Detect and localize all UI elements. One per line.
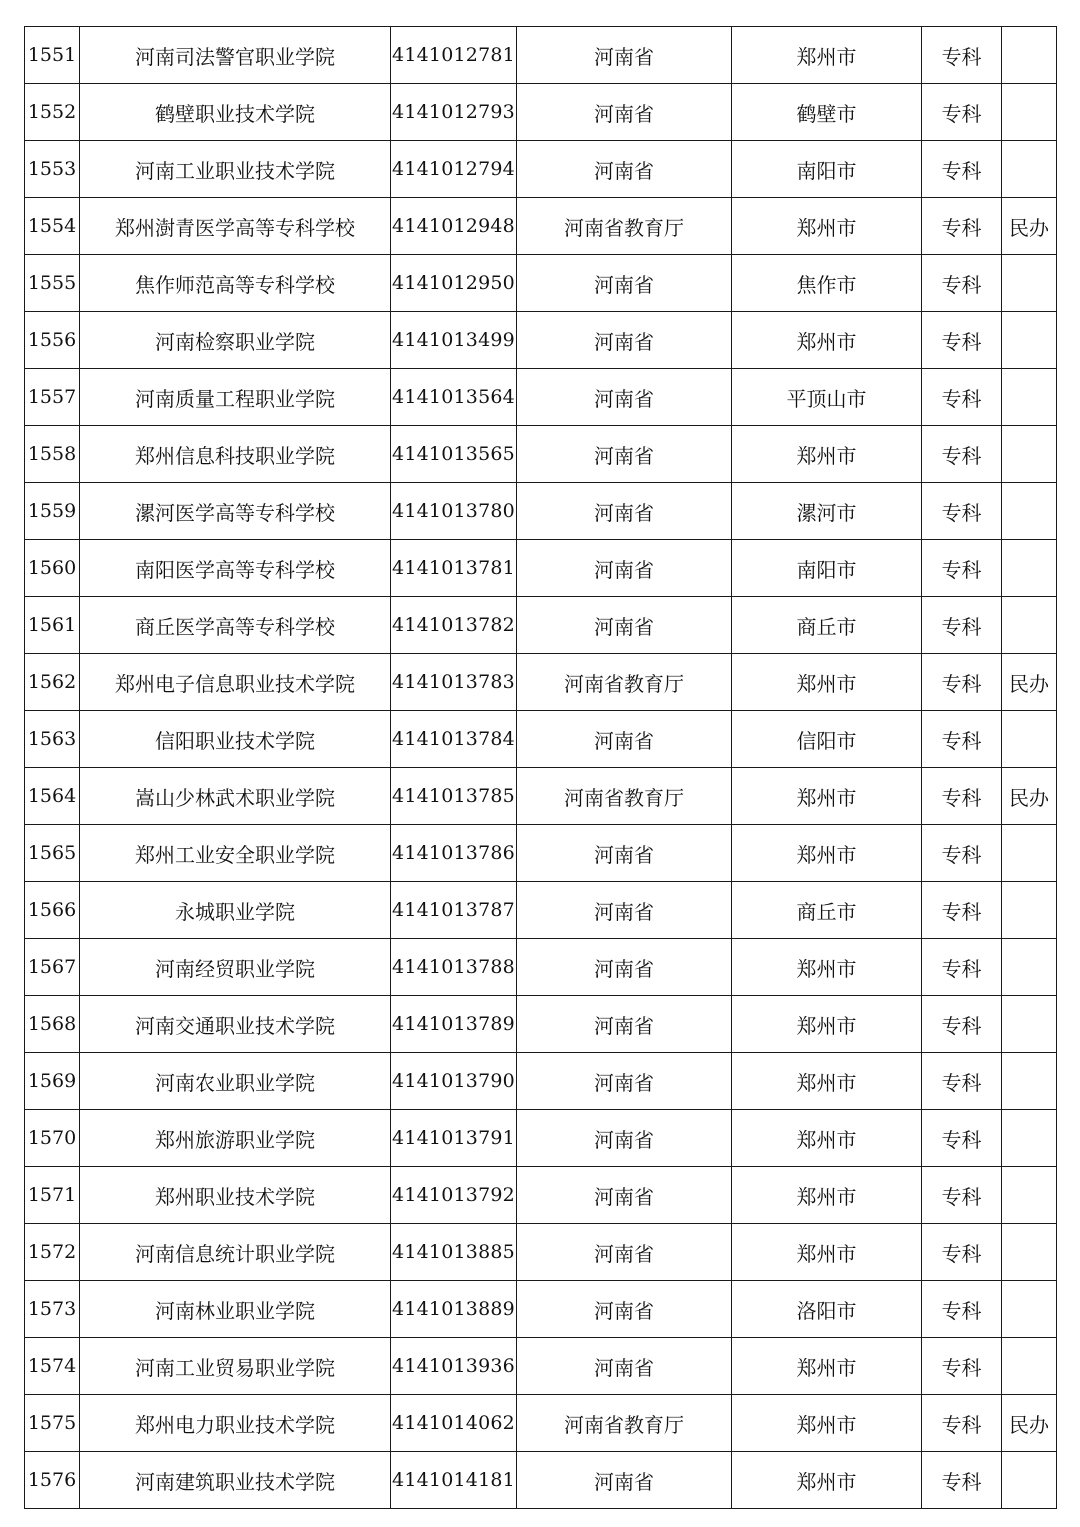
school-code-cell: 4141012948	[391, 198, 517, 255]
remark-cell	[1002, 882, 1057, 939]
row-number-cell: 1561	[25, 597, 80, 654]
school-code-cell: 4141013792	[391, 1167, 517, 1224]
row-number-cell: 1572	[25, 1224, 80, 1281]
city-cell: 郑州市	[732, 1167, 922, 1224]
authority-cell: 河南省	[517, 1452, 732, 1509]
school-code-cell: 4141012950	[391, 255, 517, 312]
city-cell: 郑州市	[732, 1110, 922, 1167]
table-row	[25, 1452, 1057, 1509]
remark-cell: 民办	[1002, 198, 1057, 255]
remark-cell	[1002, 540, 1057, 597]
row-number-cell: 1557	[25, 369, 80, 426]
row-number-cell: 1570	[25, 1110, 80, 1167]
authority-cell: 河南省	[517, 1110, 732, 1167]
city-cell: 漯河市	[732, 483, 922, 540]
authority-cell: 河南省	[517, 825, 732, 882]
city-cell: 鹤壁市	[732, 84, 922, 141]
school-name-cell: 河南司法警官职业学院	[80, 27, 391, 84]
authority-cell: 河南省	[517, 426, 732, 483]
table-row	[25, 996, 1057, 1053]
table-row	[25, 27, 1057, 84]
table-row	[25, 1167, 1057, 1224]
school-code-cell: 4141013564	[391, 369, 517, 426]
remark-cell	[1002, 1167, 1057, 1224]
remark-cell: 民办	[1002, 654, 1057, 711]
remark-cell: 民办	[1002, 768, 1057, 825]
authority-cell: 河南省教育厅	[517, 768, 732, 825]
school-code-cell: 4141013885	[391, 1224, 517, 1281]
level-cell: 专科	[922, 141, 1002, 198]
table-row	[25, 1395, 1057, 1452]
table-row	[25, 198, 1057, 255]
row-number-cell: 1568	[25, 996, 80, 1053]
school-list-table	[24, 26, 1057, 1509]
school-code-cell: 4141013936	[391, 1338, 517, 1395]
level-cell: 专科	[922, 1281, 1002, 1338]
level-cell: 专科	[922, 1452, 1002, 1509]
authority-cell: 河南省	[517, 312, 732, 369]
level-cell: 专科	[922, 939, 1002, 996]
level-cell: 专科	[922, 711, 1002, 768]
table-row	[25, 1338, 1057, 1395]
school-code-cell: 4141013783	[391, 654, 517, 711]
city-cell: 商丘市	[732, 597, 922, 654]
school-code-cell: 4141012794	[391, 141, 517, 198]
remark-cell	[1002, 27, 1057, 84]
school-name-cell: 郑州电子信息职业技术学院	[80, 654, 391, 711]
remark-cell	[1002, 369, 1057, 426]
row-number-cell: 1553	[25, 141, 80, 198]
remark-cell	[1002, 1053, 1057, 1110]
school-name-cell: 郑州信息科技职业学院	[80, 426, 391, 483]
table-row	[25, 1224, 1057, 1281]
row-number-cell: 1565	[25, 825, 80, 882]
table-row	[25, 939, 1057, 996]
authority-cell: 河南省	[517, 1338, 732, 1395]
level-cell: 专科	[922, 1395, 1002, 1452]
school-name-cell: 南阳医学高等专科学校	[80, 540, 391, 597]
authority-cell: 河南省	[517, 255, 732, 312]
school-code-cell: 4141013790	[391, 1053, 517, 1110]
school-name-cell: 河南工业职业技术学院	[80, 141, 391, 198]
school-name-cell: 郑州澍青医学高等专科学校	[80, 198, 391, 255]
authority-cell: 河南省	[517, 1167, 732, 1224]
school-code-cell: 4141013781	[391, 540, 517, 597]
school-name-cell: 河南交通职业技术学院	[80, 996, 391, 1053]
row-number-cell: 1556	[25, 312, 80, 369]
authority-cell: 河南省	[517, 939, 732, 996]
authority-cell: 河南省	[517, 369, 732, 426]
school-name-cell: 郑州旅游职业学院	[80, 1110, 391, 1167]
row-number-cell: 1576	[25, 1452, 80, 1509]
authority-cell: 河南省	[517, 996, 732, 1053]
remark-cell	[1002, 141, 1057, 198]
level-cell: 专科	[922, 255, 1002, 312]
level-cell: 专科	[922, 768, 1002, 825]
level-cell: 专科	[922, 654, 1002, 711]
table-row	[25, 825, 1057, 882]
remark-cell	[1002, 1224, 1057, 1281]
school-name-cell: 河南经贸职业学院	[80, 939, 391, 996]
remark-cell	[1002, 597, 1057, 654]
authority-cell: 河南省	[517, 141, 732, 198]
remark-cell	[1002, 426, 1057, 483]
authority-cell: 河南省	[517, 1281, 732, 1338]
city-cell: 郑州市	[732, 426, 922, 483]
table-row	[25, 1281, 1057, 1338]
city-cell: 郑州市	[732, 768, 922, 825]
school-code-cell: 4141013786	[391, 825, 517, 882]
remark-cell	[1002, 312, 1057, 369]
city-cell: 郑州市	[732, 1395, 922, 1452]
row-number-cell: 1575	[25, 1395, 80, 1452]
school-code-cell: 4141013780	[391, 483, 517, 540]
authority-cell: 河南省教育厅	[517, 654, 732, 711]
level-cell: 专科	[922, 1224, 1002, 1281]
level-cell: 专科	[922, 540, 1002, 597]
table-row	[25, 84, 1057, 141]
school-name-cell: 嵩山少林武术职业学院	[80, 768, 391, 825]
school-code-cell: 4141013499	[391, 312, 517, 369]
level-cell: 专科	[922, 597, 1002, 654]
authority-cell: 河南省	[517, 711, 732, 768]
table-row	[25, 255, 1057, 312]
school-code-cell: 4141012781	[391, 27, 517, 84]
table-row	[25, 312, 1057, 369]
school-code-cell: 4141013785	[391, 768, 517, 825]
table-row	[25, 369, 1057, 426]
authority-cell: 河南省教育厅	[517, 198, 732, 255]
authority-cell: 河南省	[517, 1053, 732, 1110]
city-cell: 商丘市	[732, 882, 922, 939]
table-row	[25, 483, 1057, 540]
school-name-cell: 河南农业职业学院	[80, 1053, 391, 1110]
level-cell: 专科	[922, 825, 1002, 882]
school-code-cell: 4141014062	[391, 1395, 517, 1452]
city-cell: 郑州市	[732, 27, 922, 84]
school-name-cell: 永城职业学院	[80, 882, 391, 939]
row-number-cell: 1560	[25, 540, 80, 597]
school-name-cell: 焦作师范高等专科学校	[80, 255, 391, 312]
authority-cell: 河南省	[517, 27, 732, 84]
table-row	[25, 711, 1057, 768]
school-code-cell: 4141013782	[391, 597, 517, 654]
school-code-cell: 4141012793	[391, 84, 517, 141]
school-name-cell: 河南工业贸易职业学院	[80, 1338, 391, 1395]
authority-cell: 河南省	[517, 540, 732, 597]
city-cell: 南阳市	[732, 540, 922, 597]
school-name-cell: 河南建筑职业技术学院	[80, 1452, 391, 1509]
city-cell: 郑州市	[732, 198, 922, 255]
school-name-cell: 郑州工业安全职业学院	[80, 825, 391, 882]
level-cell: 专科	[922, 198, 1002, 255]
level-cell: 专科	[922, 312, 1002, 369]
school-name-cell: 信阳职业技术学院	[80, 711, 391, 768]
row-number-cell: 1551	[25, 27, 80, 84]
remark-cell	[1002, 825, 1057, 882]
table-row	[25, 1110, 1057, 1167]
remark-cell: 民办	[1002, 1395, 1057, 1452]
authority-cell: 河南省	[517, 882, 732, 939]
school-name-cell: 河南检察职业学院	[80, 312, 391, 369]
level-cell: 专科	[922, 1110, 1002, 1167]
school-code-cell: 4141013565	[391, 426, 517, 483]
authority-cell: 河南省	[517, 84, 732, 141]
city-cell: 郑州市	[732, 1224, 922, 1281]
school-code-cell: 4141013889	[391, 1281, 517, 1338]
row-number-cell: 1569	[25, 1053, 80, 1110]
table-row	[25, 654, 1057, 711]
city-cell: 信阳市	[732, 711, 922, 768]
table-row	[25, 882, 1057, 939]
city-cell: 郑州市	[732, 654, 922, 711]
row-number-cell: 1563	[25, 711, 80, 768]
table-body	[25, 27, 1057, 1509]
school-name-cell: 郑州职业技术学院	[80, 1167, 391, 1224]
table-row	[25, 540, 1057, 597]
remark-cell	[1002, 255, 1057, 312]
school-code-cell: 4141013789	[391, 996, 517, 1053]
row-number-cell: 1566	[25, 882, 80, 939]
school-name-cell: 商丘医学高等专科学校	[80, 597, 391, 654]
table-row	[25, 141, 1057, 198]
row-number-cell: 1571	[25, 1167, 80, 1224]
city-cell: 郑州市	[732, 939, 922, 996]
remark-cell	[1002, 939, 1057, 996]
level-cell: 专科	[922, 1338, 1002, 1395]
table-row	[25, 1053, 1057, 1110]
row-number-cell: 1554	[25, 198, 80, 255]
level-cell: 专科	[922, 426, 1002, 483]
school-name-cell: 河南信息统计职业学院	[80, 1224, 391, 1281]
level-cell: 专科	[922, 369, 1002, 426]
city-cell: 郑州市	[732, 312, 922, 369]
school-code-cell: 4141013791	[391, 1110, 517, 1167]
level-cell: 专科	[922, 882, 1002, 939]
row-number-cell: 1559	[25, 483, 80, 540]
level-cell: 专科	[922, 996, 1002, 1053]
remark-cell	[1002, 1110, 1057, 1167]
remark-cell	[1002, 1281, 1057, 1338]
city-cell: 平顶山市	[732, 369, 922, 426]
authority-cell: 河南省	[517, 483, 732, 540]
remark-cell	[1002, 483, 1057, 540]
school-code-cell: 4141013787	[391, 882, 517, 939]
authority-cell: 河南省	[517, 597, 732, 654]
school-code-cell: 4141013784	[391, 711, 517, 768]
row-number-cell: 1564	[25, 768, 80, 825]
city-cell: 郑州市	[732, 996, 922, 1053]
level-cell: 专科	[922, 1167, 1002, 1224]
authority-cell: 河南省教育厅	[517, 1395, 732, 1452]
city-cell: 南阳市	[732, 141, 922, 198]
remark-cell	[1002, 1452, 1057, 1509]
authority-cell: 河南省	[517, 1224, 732, 1281]
table-row	[25, 768, 1057, 825]
school-code-cell: 4141014181	[391, 1452, 517, 1509]
row-number-cell: 1573	[25, 1281, 80, 1338]
row-number-cell: 1562	[25, 654, 80, 711]
row-number-cell: 1574	[25, 1338, 80, 1395]
school-list-table-container	[24, 26, 1057, 1509]
row-number-cell: 1552	[25, 84, 80, 141]
city-cell: 焦作市	[732, 255, 922, 312]
remark-cell	[1002, 711, 1057, 768]
city-cell: 郑州市	[732, 825, 922, 882]
remark-cell	[1002, 1338, 1057, 1395]
row-number-cell: 1558	[25, 426, 80, 483]
school-name-cell: 鹤壁职业技术学院	[80, 84, 391, 141]
table-row	[25, 597, 1057, 654]
school-name-cell: 郑州电力职业技术学院	[80, 1395, 391, 1452]
city-cell: 郑州市	[732, 1452, 922, 1509]
school-code-cell: 4141013788	[391, 939, 517, 996]
school-name-cell: 河南质量工程职业学院	[80, 369, 391, 426]
row-number-cell: 1567	[25, 939, 80, 996]
level-cell: 专科	[922, 27, 1002, 84]
level-cell: 专科	[922, 84, 1002, 141]
city-cell: 郑州市	[732, 1053, 922, 1110]
level-cell: 专科	[922, 1053, 1002, 1110]
school-name-cell: 河南林业职业学院	[80, 1281, 391, 1338]
row-number-cell: 1555	[25, 255, 80, 312]
level-cell: 专科	[922, 483, 1002, 540]
city-cell: 洛阳市	[732, 1281, 922, 1338]
remark-cell	[1002, 996, 1057, 1053]
remark-cell	[1002, 84, 1057, 141]
table-row	[25, 426, 1057, 483]
school-name-cell: 漯河医学高等专科学校	[80, 483, 391, 540]
city-cell: 郑州市	[732, 1338, 922, 1395]
